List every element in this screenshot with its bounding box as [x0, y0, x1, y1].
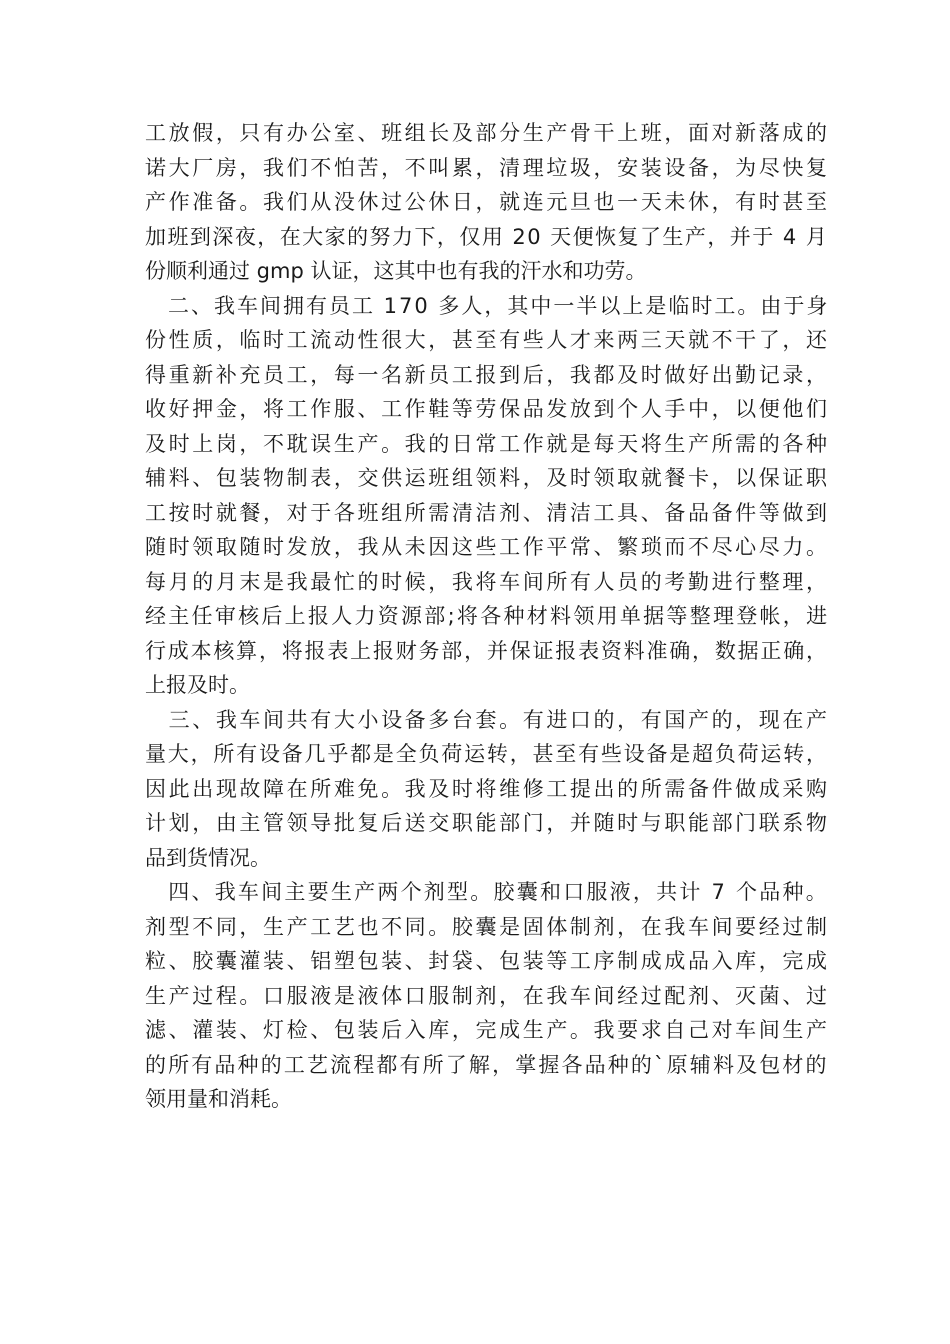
text-line: 粒、胶囊灌装、铝塑包装、封袋、包装等工序制成成品入库，完成 — [145, 949, 830, 973]
text-line: 随时领取随时发放，我从未因这些工作平常、繁琐而不尽心尽力。 — [145, 535, 830, 559]
text-line: 品到货情况。 — [145, 845, 271, 870]
text-line: 每月的月末是我最忙的时候，我将车间所有人员的考勤进行整理， — [145, 569, 830, 594]
text-line: 计划，由主管领导批复后送交职能部门，并随时与职能部门联系物 — [145, 811, 830, 835]
text-line: 收好押金，将工作服、工作鞋等劳保品发放到个人手中，以便他们 — [145, 397, 830, 421]
text-line: 行成本核算，将报表上报财务部，并保证报表资料准确，数据正确， — [145, 638, 829, 663]
text-line: 滤、灌装、灯检、包装后入库，完成生产。我要求自己对车间生产 — [145, 1018, 830, 1042]
text-line: 上报及时。 — [145, 673, 250, 697]
text-line: 诺大厂房，我们不怕苦，不叫累，清理垃圾，安装设备，为尽快复 — [145, 155, 830, 180]
text-line: 生产过程。口服液是液体口服制剂，在我车间经过配剂、灭菌、过 — [145, 983, 830, 1008]
text-line: 得重新补充员工，每一名新员工报到后，我都及时做好出勤记录， — [145, 362, 830, 387]
text-line: 经主任审核后上报人力资源部;将各种材料领用单据等整理登帐，进 — [145, 604, 830, 628]
text-line: 三、我车间共有大小设备多台套。有进口的，有国产的，现在产 — [145, 707, 830, 732]
text-line: 工按时就餐，对于各班组所需清洁剂、清洁工具、备品备件等做到 — [145, 500, 830, 525]
text-line: 产作准备。我们从没休过公休日，就连元旦也一天未休，有时甚至 — [145, 190, 830, 214]
text-line: 二、我车间拥有员工 170 多人，其中一半以上是临时工。由于身 — [145, 293, 830, 318]
text-line: 及时上岗，不耽误生产。我的日常工作就是每天将生产所需的各种 — [145, 431, 830, 456]
document-body — [145, 116, 830, 1117]
text-line: 量大，所有设备几乎都是全负荷运转，甚至有些设备是超负荷运转， — [145, 742, 829, 766]
text-line: 工放假，只有办公室、班组长及部分生产骨干上班，面对新落成的 — [145, 121, 830, 145]
text-line: 辅料、包装物制表，交供运班组领料，及时领取就餐卡，以保证职 — [145, 466, 830, 490]
text-line: 四、我车间主要生产两个剂型。胶囊和口服液，共计 7 个品种。 — [145, 880, 829, 904]
text-line: 领用量和消耗。 — [145, 1087, 292, 1111]
text-line: 的所有品种的工艺流程都有所了解，掌握各品种的`原辅料及包材的 — [145, 1052, 829, 1077]
text-line: 份性质，临时工流动性很大，甚至有些人才来两三天就不干了，还 — [145, 328, 830, 352]
text-line: 加班到深夜，在大家的努力下，仅用 20 天便恢复了生产，并于 4 月 — [145, 224, 829, 249]
text-line: 份顺利通过 gmp 认证，这其中也有我的汗水和功劳。 — [145, 259, 647, 283]
text-line: 剂型不同，生产工艺也不同。胶囊是固体制剂，在我车间要经过制 — [145, 914, 830, 939]
text-line: 因此出现故障在所难免。我及时将维修工提出的所需备件做成采购 — [145, 776, 830, 801]
